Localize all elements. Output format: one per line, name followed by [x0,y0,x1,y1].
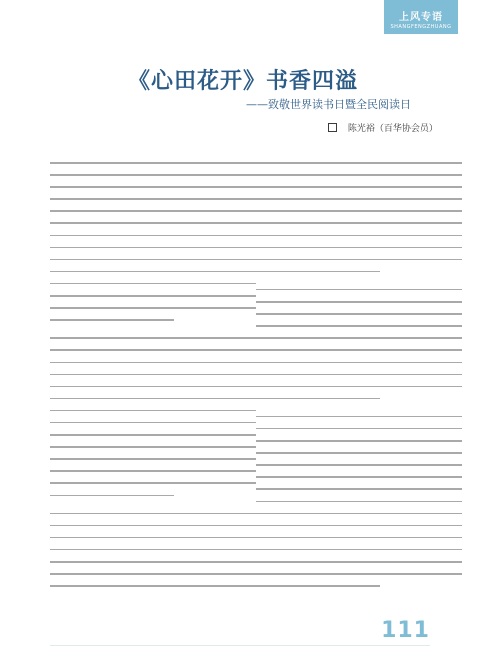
byline-text: 陈光裕（百华协会员） [347,124,438,134]
section-tab-label: 上风专语 [399,12,443,23]
article-subtitle: ——致敬世界读书日暨全民阅读日 [246,98,411,111]
page-number: 111 [381,618,430,643]
article-byline [328,121,438,134]
section-tab [384,0,458,34]
byline-box-icon [328,123,337,132]
body-column-right [256,162,462,597]
section-tab-subtitle: SHANGFENGZHUANG [390,24,452,30]
article-title: 《心田花开》书香四溢 [128,68,359,94]
footer-rule [50,645,430,646]
body-column-left [50,162,256,597]
